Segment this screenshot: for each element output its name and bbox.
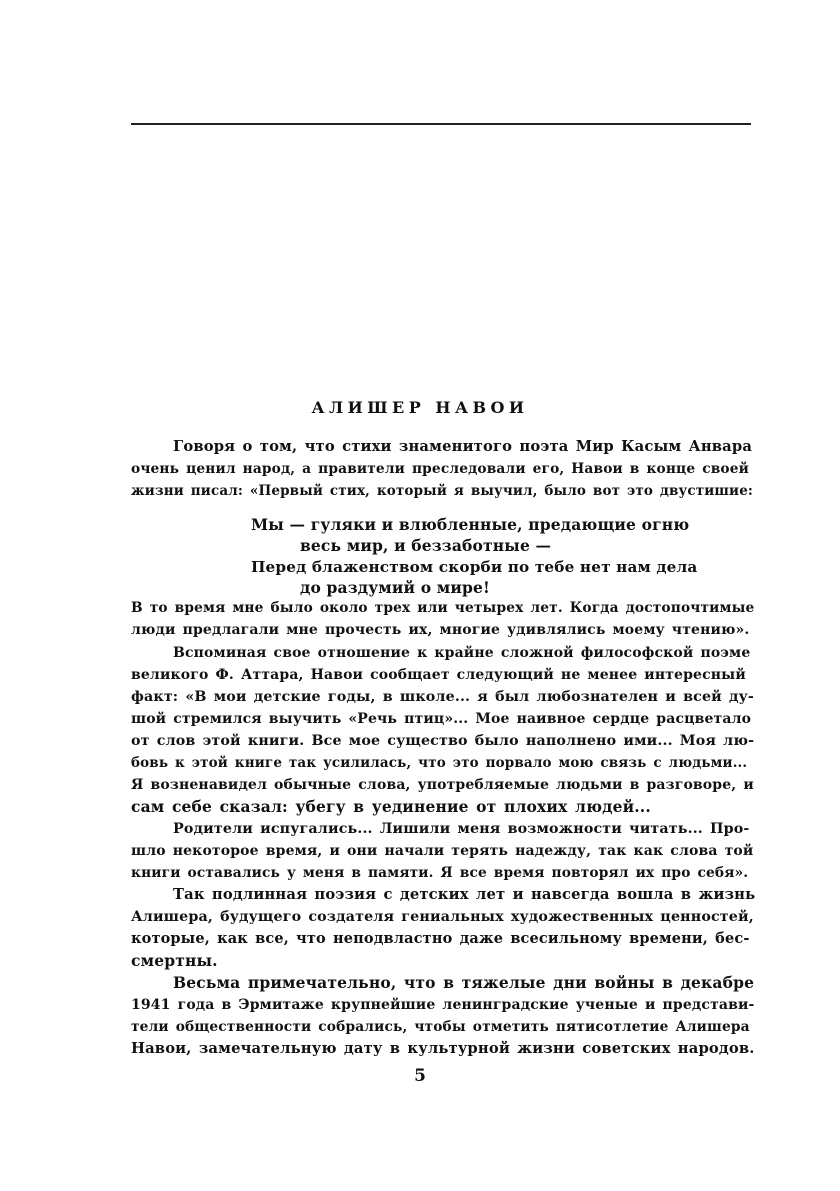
paragraph-3-line-4: шой стремился выучить «Речь птиц»... Мое наивное сердце расцветало — [131, 711, 752, 727]
paragraph-3-line-1: Вспоминая свое отношение к крайне сложной философской поэме — [173, 645, 751, 661]
page-number: 5 — [414, 1066, 426, 1086]
header-rule — [131, 123, 751, 125]
paragraph-3-line-3: факт: «В мои детские годы, в школе... я был любознателен и всей ду- — [131, 689, 754, 705]
chapter-title: АЛИШЕР НАВОИ — [311, 398, 529, 417]
paragraph-5-line-3: которые, как все, что неподвластно даже всесильному времени, бес- — [131, 930, 750, 947]
paragraph-6-line-2: 1941 года в Эрмитаже крупнейшие ленинградские ученые и представи- — [131, 997, 755, 1013]
paragraph-4-line-3: книги оставались у меня в памяти. Я все время повторял их про себя». — [131, 865, 749, 881]
verse-line-2: весь мир, и беззаботные — — [300, 536, 552, 555]
paragraph-3-line-7: Я возненавидел обычные слова, употребляемые людьми в разговоре, и — [131, 777, 754, 793]
paragraph-6-line-1: Весьма примечательно, что в тяжелые дни войны в декабре — [173, 973, 755, 992]
verse-line-3: Перед блаженством скорби по тебе нет нам дела — [251, 558, 698, 576]
paragraph-5-line-4: смертны. — [131, 951, 218, 970]
paragraph-3-line-2: великого Ф. Аттара, Навои сообщает следующий не менее интересный — [131, 667, 746, 683]
paragraph-1-line-1: Говоря о том, что стихи знаменитого поэта Мир Касым Анвара — [173, 438, 753, 455]
paragraph-4-line-2: шло некоторое время, и они начали терять надежду, так как слова той — [131, 843, 754, 859]
paragraph-5-line-1: Так подлинная поэзия с детских лет и навсегда вошла в жизнь — [173, 886, 756, 903]
paragraph-2-line-1: В то время мне было около трех или четырех лет. Когда достопочтимые — [131, 600, 755, 616]
paragraph-5-line-2: Алишера, будущего создателя гениальных художественных ценностей, — [131, 909, 754, 925]
paragraph-3-line-8: сам себе сказал: убегу в уединение от плохих людей... — [131, 797, 651, 816]
paragraph-6-line-4: Навои, замечательную дату в культурной жизни советских народов. — [131, 1040, 755, 1057]
paragraph-3-line-6: бовь к этой книге так усилилась, что это порвало мою связь с людьми... — [131, 755, 748, 771]
paragraph-3-line-5: от слов этой книги. Все мое существо было наполнено ими... Моя лю- — [131, 733, 755, 749]
verse-line-4: до раздумий о мире! — [300, 578, 490, 597]
paragraph-2-line-2: люди предлагали мне прочесть их, многие удивлялись моему чтению». — [131, 622, 750, 638]
verse-line-1: Мы — гуляки и влюбленные, предающие огню — [251, 515, 690, 534]
paragraph-1-line-3: жизни писал: «Первый стих, который я выучил, было вот это двустишие: — [131, 483, 754, 499]
paragraph-6-line-3: тели общественности собрались, чтобы отметить пятисотлетие Алишера — [131, 1019, 750, 1035]
paragraph-1-line-2: очень ценил народ, а правители преследовали его, Навои в конце своей — [131, 461, 749, 477]
paragraph-4-line-1: Родители испугались... Лишили меня возможности читать... Про- — [173, 821, 750, 837]
